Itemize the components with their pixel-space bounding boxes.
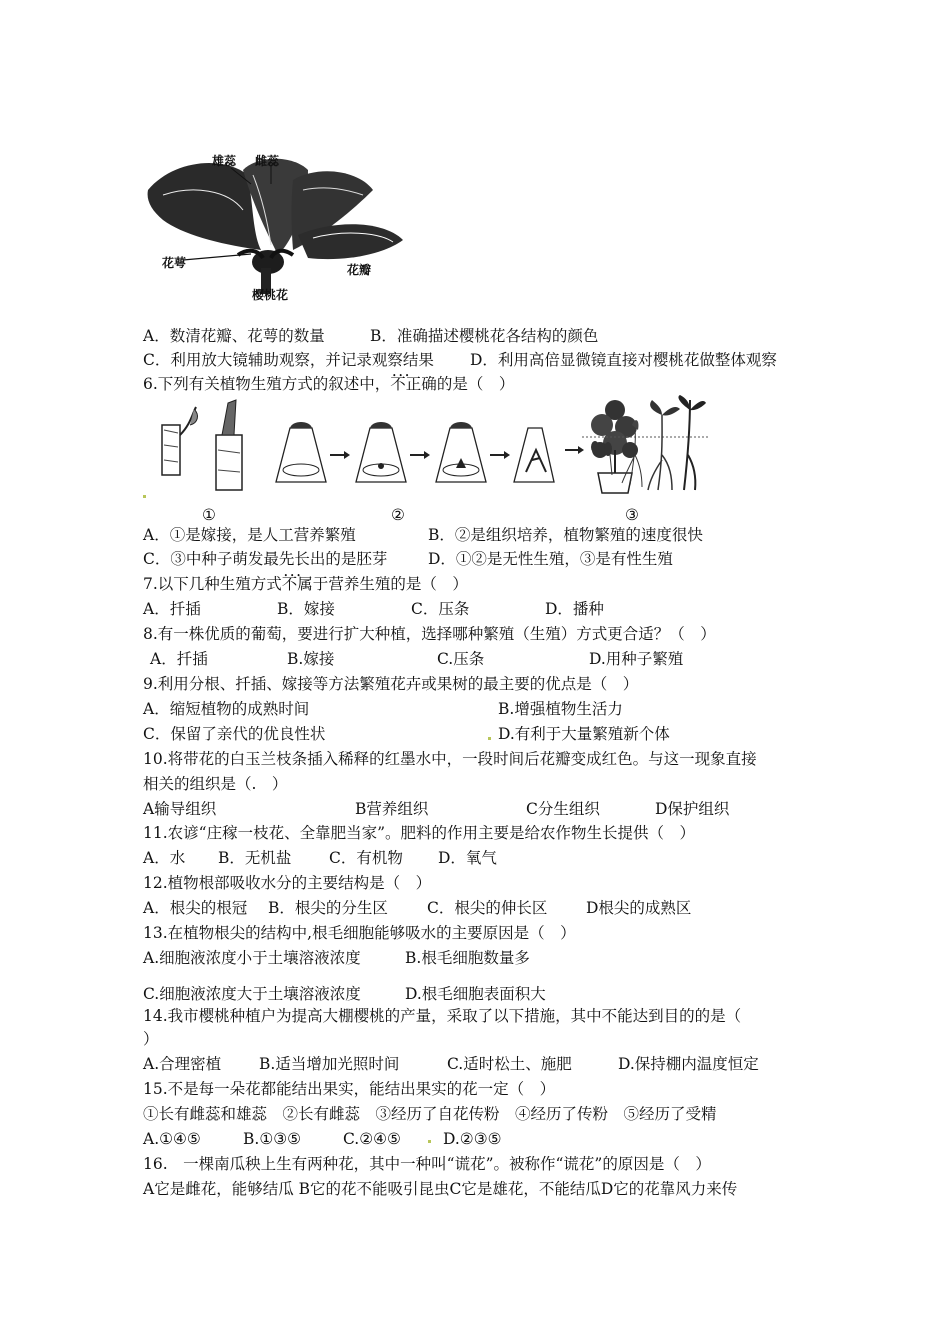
q10-option-c: C分生组织: [526, 800, 600, 818]
q14-option-c: C.适时松土、施肥: [447, 1055, 572, 1073]
q9-option-c: C．保留了亲代的优良性状: [143, 725, 326, 743]
q14-stem-line1: 14.我市樱桃种植户为提高大棚樱桃的产量，采取了以下措施，其中不能达到目的的是（: [143, 1007, 742, 1025]
grafting-figure: [150, 395, 260, 495]
q13-option-a: A.细胞液浓度小于土壤溶液浓度: [143, 949, 361, 967]
q5-option-a: A．数清花瓣、花萼的数量: [143, 327, 325, 345]
q6-option-a: A．①是嫁接，是人工营养繁殖: [143, 526, 356, 544]
cherry-flower-figure: [143, 150, 408, 302]
q11-option-b: B．无机盐: [218, 849, 292, 867]
q15-option-b: B.①③⑤: [243, 1130, 302, 1148]
q6-option-d: D．①②是无性生殖，③是有性生殖: [428, 550, 673, 568]
q10-option-a: A输导组织: [143, 800, 217, 818]
q6-option-c: C．③中种子萌发最先长出的是胚芽: [143, 550, 388, 568]
q10-stem-line2: 相关的组织是（. ）: [143, 775, 288, 793]
q8-option-c: C.压条: [437, 650, 485, 668]
q7-option-a: A．扦插: [143, 600, 201, 618]
q11-option-c: C．有机物: [329, 849, 403, 867]
scan-speck: [143, 495, 146, 498]
q16-options: A它是雌花，能够结瓜 B它的花不能吸引昆虫C它是雄花，不能结瓜D它的花靠风力来传: [143, 1180, 738, 1198]
q15-option-a: A.①④⑤: [143, 1130, 201, 1148]
tissue-culture-figure: [270, 400, 555, 495]
q14-stem-line2: ）: [143, 1030, 159, 1048]
q13-option-d: D.根毛细胞表面积大: [405, 985, 546, 1003]
q11-option-a: A．水: [143, 849, 186, 867]
q14-option-b: B.适当增加光照时间: [259, 1055, 400, 1073]
q15-option-c: C.②④⑤: [343, 1130, 401, 1148]
q11-option-d: D．氧气: [438, 849, 497, 867]
q10-option-b: B营养组织: [355, 800, 429, 818]
q6-option-b: B．②是组织培养，植物繁殖的速度很快: [428, 526, 703, 544]
q10-stem-line1: 10.将带花的白玉兰枝条插入稀释的红墨水中，一段时间后花瓣变成红色。与这一现象直接: [143, 750, 757, 768]
q13-option-c: C.细胞液浓度大于土壤溶液浓度: [143, 985, 361, 1003]
q10-option-d: D保护组织: [655, 800, 730, 818]
q5-option-c: C．利用放大镜辅助观察，并记录观察结果: [143, 351, 434, 369]
q14-option-a: A.合理密植: [143, 1055, 222, 1073]
q5-option-d: D．利用高倍显微镜直接对樱桃花做整体观察: [470, 351, 777, 369]
q16-stem: 16. 一棵南瓜秧上生有两种花，其中一种叫“谎花”。被称作“谎花”的原因是（ ）: [143, 1155, 711, 1173]
q9-option-b: B.增强植物生活力: [498, 700, 623, 718]
q5-option-b: B．准确描述樱桃花各结构的颜色: [370, 327, 599, 345]
q13-stem: 13.在植物根尖的结构中,根毛细胞能够吸水的主要原因是（ ）: [143, 924, 576, 942]
q9-option-a: A．缩短植物的成熟时间: [143, 700, 310, 718]
q7-stem: 7.以下几种生殖方式不属于 • • •营养生殖的是（ ）: [143, 574, 468, 594]
scan-speck: [428, 1140, 431, 1143]
seed-germination-figure: [580, 395, 710, 495]
q15-stem: 15.不是每一朵花都能结出果实，能结出果实的花一定（ ）: [143, 1080, 556, 1098]
q9-option-d: D.有利于大量繁殖新个体: [498, 725, 670, 743]
q12-option-c: C．根尖的伸长区: [427, 899, 548, 917]
q9-stem: 9.利用分根、扦插、嫁接等方法繁殖花卉或果树的最主要的优点是（ ）: [143, 675, 639, 693]
q6-figure-label-2: ②: [391, 506, 405, 524]
q6-figure-label-3: ③: [625, 506, 639, 524]
q12-option-b: B．根尖的分生区: [268, 899, 388, 917]
label-caption: 樱桃花: [252, 288, 289, 302]
q7-emphasis: 不属于 • • •: [282, 575, 329, 593]
label-pistil: 雌蕊: [255, 154, 280, 168]
q12-stem: 12.植物根部吸收水分的主要结构是（ ）: [143, 874, 432, 892]
q7-option-b: B．嫁接: [277, 600, 335, 618]
q13-option-b: B.根毛细胞数量多: [405, 949, 530, 967]
q15-option-d: D.②③⑤: [443, 1130, 502, 1148]
q7-option-c: C．压条: [411, 600, 470, 618]
label-petal: 花瓣: [347, 263, 372, 277]
q6-stem: 6.下列有关植物生殖方式的叙述中，不正确 • • •的是（ ）: [143, 374, 514, 394]
label-stamen: 雄蕊: [212, 154, 237, 168]
q7-option-d: D．播种: [545, 600, 604, 618]
q14-option-d: D.保持棚内温度恒定: [618, 1055, 759, 1073]
q6-emphasis: 不正确 • • •: [390, 375, 437, 393]
label-sepal: 花萼: [162, 256, 187, 270]
q11-stem: 11.农谚“庄稼一枝花、全靠肥当家”。肥料的作用主要是给农作物生长提供（ ）: [143, 824, 696, 842]
q8-stem: 8.有一株优质的葡萄，要进行扩大种植，选择哪种繁殖（生殖）方式更合适？（ ）: [143, 625, 716, 643]
q12-option-d: D根尖的成熟区: [586, 899, 692, 917]
q15-items: ①长有雌蕊和雄蕊 ②长有雌蕊 ③经历了自花传粉 ④经历了传粉 ⑤经历了受精: [143, 1105, 717, 1123]
q12-option-a: A．根尖的根冠: [143, 899, 248, 917]
q8-option-d: D.用种子繁殖: [589, 650, 684, 668]
q8-option-a: A．扦插: [150, 650, 208, 668]
scan-speck: [488, 737, 491, 740]
q8-option-b: B.嫁接: [287, 650, 335, 668]
q6-figure-label-1: ①: [202, 506, 216, 524]
